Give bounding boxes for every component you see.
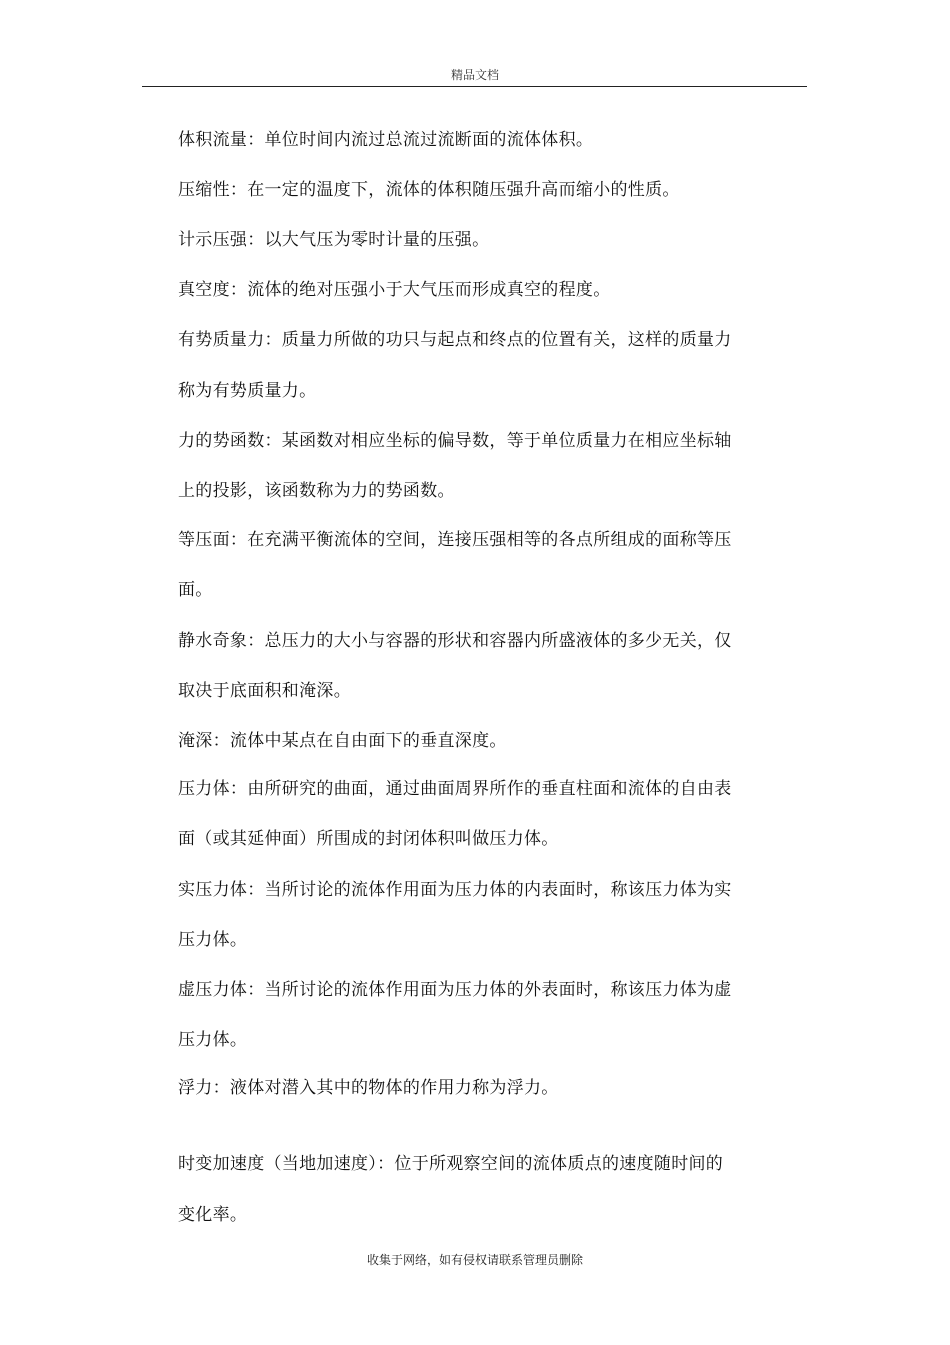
definition-potential-function-line-1: 力的势函数：某函数对相应坐标的偏导数，等于单位质量力在相应坐标轴 [178,431,732,451]
page-header: 精品文档 [450,68,499,82]
definition-vacuum: 真空度：流体的绝对压强小于大气压而形成真空的程度。 [178,280,611,300]
definition-conservative-force-line-2: 称为有势质量力。 [178,381,317,401]
definition-buoyancy: 浮力：液体对潜入其中的物体的作用力称为浮力。 [178,1078,559,1098]
definition-hydrostatic-paradox-line-1: 静水奇象：总压力的大小与容器的形状和容器内所盛液体的多少无关，仅 [178,631,732,651]
definition-pressure-body-line-2: 面（或其延伸面）所围成的封闭体积叫做压力体。 [178,829,559,849]
definition-pressure-body-line-1: 压力体：由所研究的曲面，通过曲面周界所作的垂直柱面和流体的自由表 [178,779,732,799]
definition-hydrostatic-paradox-line-2: 取决于底面积和淹深。 [178,681,351,701]
definition-gauge-pressure: 计示压强：以大气压为零时计量的压强。 [178,230,490,250]
definition-virtual-pressure-body-line-1: 虚压力体：当所讨论的流体作用面为压力体的外表面时，称该压力体为虚 [178,980,732,1000]
definition-conservative-force-line-1: 有势质量力：质量力所做的功只与起点和终点的位置有关，这样的质量力 [178,330,732,350]
definition-local-acceleration-line-2: 变化率。 [178,1205,248,1225]
definition-submerged-depth: 淹深：流体中某点在自由面下的垂直深度。 [178,731,507,751]
definition-real-pressure-body-line-1: 实压力体：当所讨论的流体作用面为压力体的内表面时，称该压力体为实 [178,880,732,900]
definition-compressibility: 压缩性：在一定的温度下，流体的体积随压强升高而缩小的性质。 [178,180,680,200]
definition-volume-flow: 体积流量：单位时间内流过总流过流断面的流体体积。 [178,130,594,150]
definition-virtual-pressure-body-line-2: 压力体。 [178,1030,248,1050]
definition-isobaric-surface-line-1: 等压面：在充满平衡流体的空间，连接压强相等的各点所组成的面称等压 [178,530,732,550]
definition-real-pressure-body-line-2: 压力体。 [178,930,248,950]
definition-potential-function-line-2: 上的投影，该函数称为力的势函数。 [178,481,455,501]
definition-local-acceleration-line-1: 时变加速度（当地加速度）：位于所观察空间的流体质点的速度随时间的 [178,1154,724,1174]
page-footer: 收集于网络，如有侵权请联系管理员删除 [366,1253,583,1267]
definition-isobaric-surface-line-2: 面。 [178,580,213,600]
